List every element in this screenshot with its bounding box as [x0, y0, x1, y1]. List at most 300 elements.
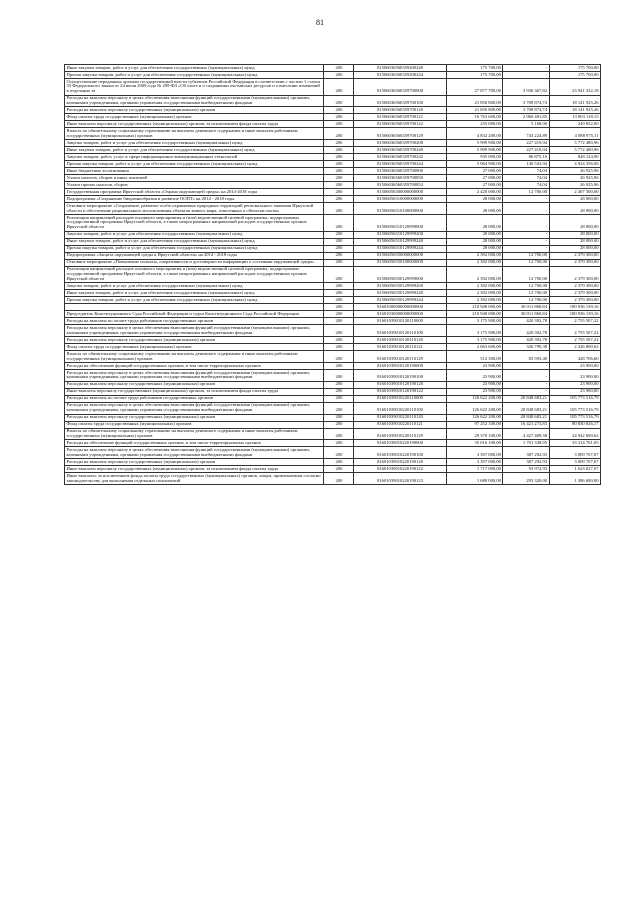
row-name-cell: Иные выплаты, за исключением фонда оплаты труда государственных (муниципальных) органов, лицам, привлекаемым согласно законодательству для выполнения отдельных полномочий	[65, 473, 324, 485]
row-name-cell: Иные закупки товаров, работ и услуг для обеспечения государственных (муниципальных) нужд	[65, 147, 324, 154]
row-executed-amount-cell: -	[503, 362, 549, 369]
table-row	[65, 428, 601, 440]
row-classification-code-cell: 81506036560359700100	[354, 95, 446, 107]
row-code-cell: 200	[324, 362, 354, 369]
row-code-cell: 200	[324, 466, 354, 473]
row-approved-amount-cell: 2 392 000,00	[446, 266, 503, 283]
row-unexecuted-amount-cell: 848 124,90	[549, 154, 600, 161]
row-unexecuted-amount-cell: 3 009 707,07	[549, 447, 600, 459]
row-executed-amount-cell: 12 700,00	[503, 290, 549, 297]
row-name-cell: Реализация направлений расходов основного мероприятия и (или) ведомственной целевой программы, подпрограммы государственной программы Иркутской области, а также непрограммных направлений расходов государственных органов Иркутской области	[65, 266, 324, 283]
row-unexecuted-amount-cell: 28 000,00	[549, 238, 600, 245]
row-approved-amount-cell: 35 016 100,00	[446, 440, 503, 447]
table-row	[65, 154, 601, 161]
row-executed-amount-cell: -	[503, 72, 549, 79]
row-code-cell: 200	[324, 72, 354, 79]
row-code-cell: 200	[324, 79, 354, 96]
row-executed-amount-cell: 74,04	[503, 182, 549, 189]
row-executed-amount-cell: 420 392,78	[503, 325, 549, 337]
row-code-cell: 200	[324, 369, 354, 381]
row-classification-code-cell: 81506056510129999200	[354, 231, 446, 238]
row-name-cell: Иные бюджетные ассигнования	[65, 168, 324, 175]
table-row	[65, 72, 601, 79]
row-unexecuted-amount-cell: 428 706,60	[549, 351, 600, 363]
row-classification-code-cell: 81601030000000000000	[354, 311, 446, 318]
row-approved-amount-cell: 5 999 900,00	[446, 140, 503, 147]
row-classification-code-cell: 81506056550000000000	[354, 252, 446, 259]
row-approved-amount-cell: 1 717 000,00	[446, 466, 503, 473]
row-name-cell: Расходы на выплаты персоналу в целях обеспечения выполнения функций государственными (муниципальными) органами, казенными учреждениями, органами управления государственными внебюджетными фондами	[65, 95, 324, 107]
row-unexecuted-amount-cell: 26 925,96	[549, 175, 600, 182]
row-code-cell: 200	[324, 168, 354, 175]
row-approved-amount-cell: 3 175 900,00	[446, 325, 503, 337]
row-name-cell: Расходы на выплаты персоналу в целях обеспечения выполнения функций государственными (муниципальными) органами, казенными учреждениями, органами управления государственными внебюджетными фондами	[65, 369, 324, 381]
table-row	[65, 362, 601, 369]
row-executed-amount-cell: 227 419,04	[503, 140, 549, 147]
row-name-cell: Расходы на выплаты персоналу в целях обеспечения выполнения функций государственными (муниципальными) органами, казенными учреждениями, органами управления государственными внебюджетными фондами	[65, 402, 324, 414]
table-row	[65, 259, 601, 266]
row-code-cell: 200	[324, 121, 354, 128]
table-row	[65, 175, 601, 182]
row-unexecuted-amount-cell: 105 773 516,79	[549, 395, 600, 402]
row-unexecuted-amount-cell: 2 755 507,22	[549, 337, 600, 344]
row-approved-amount-cell: 3 397 000,00	[446, 459, 503, 466]
row-approved-amount-cell: 2 392 000,00	[446, 252, 503, 259]
table-row	[65, 147, 601, 154]
row-classification-code-cell: 81601039010220190123	[354, 473, 446, 485]
row-name-cell: Закупка товаров, работ и услуг для обеспечения государственных (муниципальных) нужд	[65, 283, 324, 290]
table-row	[65, 128, 601, 140]
row-classification-code-cell: 81601000000000000000	[354, 304, 446, 311]
table-row	[65, 140, 601, 147]
row-unexecuted-amount-cell: 13 803 118,15	[549, 114, 600, 121]
row-unexecuted-amount-cell: 2 379 300,00	[549, 259, 600, 266]
row-code-cell: 200	[324, 304, 354, 311]
row-unexecuted-amount-cell: 80 830 826,17	[549, 421, 600, 428]
row-classification-code-cell: 81601039010120190122	[354, 388, 446, 395]
row-approved-amount-cell: 27 000,00	[446, 175, 503, 182]
row-unexecuted-amount-cell: 28 000,00	[549, 215, 600, 232]
row-name-cell: Расходы на выплаты персоналу в целях обеспечения выполнения функций государственными (муниципальными) органами, казенными учреждениями, органами управления государственными внебюджетными фондами	[65, 447, 324, 459]
table-row	[65, 107, 601, 114]
row-name-cell: Расходы на обеспечение функций государственных органов, в том числе территориальных органов	[65, 440, 324, 447]
table-row	[65, 318, 601, 325]
row-unexecuted-amount-cell: 175 700,00	[549, 72, 600, 79]
row-approved-amount-cell: 935 000,00	[446, 154, 503, 161]
row-unexecuted-amount-cell: 2 755 507,22	[549, 318, 600, 325]
row-classification-code-cell: 81506036560359700000	[354, 79, 446, 96]
row-classification-code-cell: 81506036560359700200	[354, 140, 446, 147]
row-classification-code-cell: 81506036560359700850	[354, 175, 446, 182]
row-approved-amount-cell: 97 252 100,00	[446, 421, 503, 428]
row-executed-amount-cell: 12 700,00	[503, 283, 549, 290]
row-name-cell: Государственная программа Иркутской области «Охрана окружающей среды» на 2014-2018 годы	[65, 189, 324, 196]
table-row	[65, 369, 601, 381]
row-classification-code-cell: 81601039010120190120	[354, 381, 446, 388]
row-name-cell: Расходы на выплаты персоналу государственных (муниципальных) органов	[65, 414, 324, 421]
row-code-cell: 200	[324, 147, 354, 154]
table-row	[65, 351, 601, 363]
row-classification-code-cell: 81601039010120190000	[354, 362, 446, 369]
row-name-cell: Расходы на выплаты персоналу государственных (муниципальных) органов	[65, 337, 324, 344]
table-row	[65, 79, 601, 96]
row-classification-code-cell: 81506036560359700240	[354, 147, 446, 154]
row-executed-amount-cell: -	[503, 381, 549, 388]
row-executed-amount-cell: 4 427 409,38	[503, 428, 549, 440]
row-unexecuted-amount-cell: 5 772 480,96	[549, 140, 600, 147]
row-code-cell: 200	[324, 459, 354, 466]
row-approved-amount-cell: 5 999 900,00	[446, 147, 503, 154]
row-code-cell: 200	[324, 114, 354, 121]
row-executed-amount-cell: 12 700,00	[503, 266, 549, 283]
row-code-cell: 200	[324, 128, 354, 140]
row-name-cell: Расходы на обеспечение функций государственных органов, в том числе территориальных органов	[65, 362, 324, 369]
row-unexecuted-amount-cell: 23 900,00	[549, 388, 600, 395]
row-classification-code-cell: 81601039010220190122	[354, 466, 446, 473]
table-row	[65, 182, 601, 189]
row-name-cell: Взносы по обязательному социальному страхованию на выплаты денежного содержания и иные выплаты работникам государственных (муниципальных) органов	[65, 128, 324, 140]
row-executed-amount-cell: 420 392,78	[503, 337, 549, 344]
row-approved-amount-cell: 28 000,00	[446, 215, 503, 232]
row-classification-code-cell: 81506036560359700121	[354, 114, 446, 121]
row-unexecuted-amount-cell: 33 314 761,05	[549, 440, 600, 447]
row-executed-amount-cell: 140 543,94	[503, 161, 549, 168]
row-unexecuted-amount-cell: 2 379 300,00	[549, 252, 600, 259]
row-executed-amount-cell: -	[503, 238, 549, 245]
table-row	[65, 304, 601, 311]
row-executed-amount-cell: 227 419,04	[503, 147, 549, 154]
row-executed-amount-cell: 30 011 860,84	[503, 311, 549, 318]
row-code-cell: 200	[324, 318, 354, 325]
table-row	[65, 161, 601, 168]
row-unexecuted-amount-cell: 18 141 925,26	[549, 95, 600, 107]
row-unexecuted-amount-cell: 28 000,00	[549, 203, 600, 215]
table-row	[65, 395, 601, 402]
row-code-cell: 200	[324, 414, 354, 421]
page-number: 81	[316, 18, 324, 27]
table-row	[65, 381, 601, 388]
row-approved-amount-cell: 126 622 200,00	[446, 414, 503, 421]
table-row	[65, 114, 601, 121]
row-name-cell: Основное мероприятие «Повышение полноты, оперативности и достоверности информации о состоянии окружающей среды»	[65, 259, 324, 266]
row-unexecuted-amount-cell: 28 000,00	[549, 196, 600, 203]
table-row	[65, 196, 601, 203]
row-code-cell: 200	[324, 238, 354, 245]
row-unexecuted-amount-cell: 28 000,00	[549, 245, 600, 252]
row-approved-amount-cell: 2 392 000,00	[446, 297, 503, 304]
row-approved-amount-cell: 175 700,00	[446, 72, 503, 79]
row-approved-amount-cell: 126 622 200,00	[446, 395, 503, 402]
row-approved-amount-cell: 28 000,00	[446, 196, 503, 203]
row-executed-amount-cell: 3 708 874,74	[503, 107, 549, 114]
row-name-cell: Прочая закупка товаров, работ и услуг для обеспечения государственных (муниципальных) нужд	[65, 72, 324, 79]
row-unexecuted-amount-cell: 23 941 332,18	[549, 79, 600, 96]
row-code-cell: 200	[324, 428, 354, 440]
row-approved-amount-cell: 28 000,00	[446, 203, 503, 215]
row-approved-amount-cell: 4 832 200,00	[446, 128, 503, 140]
table-row	[65, 290, 601, 297]
table-row	[65, 65, 601, 72]
row-executed-amount-cell: 74,04	[503, 168, 549, 175]
row-classification-code-cell: 81506056550129999240	[354, 290, 446, 297]
row-executed-amount-cell: 5 168,00	[503, 121, 549, 128]
row-classification-code-cell: 81506036560359700242	[354, 154, 446, 161]
row-code-cell: 200	[324, 325, 354, 337]
row-unexecuted-amount-cell: 1 386 680,00	[549, 473, 600, 485]
row-classification-code-cell: 81601039010220110129	[354, 428, 446, 440]
row-executed-amount-cell: 83 593,40	[503, 351, 549, 363]
row-unexecuted-amount-cell: 180 936 139,16	[549, 304, 600, 311]
row-code-cell: 200	[324, 473, 354, 485]
table-row	[65, 447, 601, 459]
table-row	[65, 414, 601, 421]
row-executed-amount-cell: 12 700,00	[503, 252, 549, 259]
row-name-cell: Прочая закупка товаров, работ и услуг для обеспечения государственных (муниципальных) нужд	[65, 245, 324, 252]
row-code-cell: 200	[324, 381, 354, 388]
row-name-cell: Расходы на выплаты по оплате труда работников государственных органов	[65, 395, 324, 402]
row-classification-code-cell: 81601039010220110120	[354, 414, 446, 421]
row-classification-code-cell: 81506036560359200244	[354, 72, 446, 79]
row-approved-amount-cell: 2 663 600,00	[446, 344, 503, 351]
table-row	[65, 95, 601, 107]
row-code-cell: 200	[324, 421, 354, 428]
row-name-cell: Закупка товаров, работ, услуг в сфере информационно-коммуникационных технологий	[65, 154, 324, 161]
row-name-cell: Расходы на выплаты персоналу государственных (муниципальных) органов	[65, 381, 324, 388]
row-classification-code-cell: 81601039010120190100	[354, 369, 446, 381]
table-row	[65, 459, 601, 466]
table-row	[65, 245, 601, 252]
row-code-cell: 200	[324, 290, 354, 297]
table-row	[65, 203, 601, 215]
row-executed-amount-cell: 336 799,38	[503, 344, 549, 351]
row-classification-code-cell: 81601039010220190120	[354, 459, 446, 466]
row-classification-code-cell: 81506036560359700800	[354, 168, 446, 175]
row-executed-amount-cell: 420 392,78	[503, 318, 549, 325]
row-code-cell: 200	[324, 297, 354, 304]
row-approved-amount-cell: 28 000,00	[446, 231, 503, 238]
row-executed-amount-cell: 86 875,10	[503, 154, 549, 161]
row-classification-code-cell: 81601039010120110121	[354, 344, 446, 351]
row-approved-amount-cell: 2 392 000,00	[446, 259, 503, 266]
row-executed-amount-cell: -	[503, 65, 549, 72]
row-approved-amount-cell: 3 397 000,00	[446, 447, 503, 459]
row-executed-amount-cell: 30 011 860,84	[503, 304, 549, 311]
row-name-cell: Иные выплаты персоналу государственных (муниципальных) органов, за исключением фонда оплаты труда	[65, 121, 324, 128]
row-executed-amount-cell: -	[503, 388, 549, 395]
row-unexecuted-amount-cell: 249 832,00	[549, 121, 600, 128]
row-name-cell	[65, 304, 324, 311]
row-classification-code-cell: 81506056510129999240	[354, 238, 446, 245]
row-code-cell: 200	[324, 95, 354, 107]
row-executed-amount-cell: -	[503, 369, 549, 381]
row-code-cell: 200	[324, 337, 354, 344]
row-name-cell: Фонд оплаты труда государственных (муниципальных) органов	[65, 421, 324, 428]
table-row	[65, 189, 601, 196]
row-name-cell: Взносы по обязательному социальному страхованию на выплаты денежного содержания и иные выплаты работникам государственных (муниципальных) органов	[65, 351, 324, 363]
row-executed-amount-cell: 3 936 367,82	[503, 79, 549, 96]
row-unexecuted-amount-cell: 1 623 027,07	[549, 466, 600, 473]
row-code-cell: 200	[324, 259, 354, 266]
row-approved-amount-cell: 27 000,00	[446, 168, 503, 175]
row-executed-amount-cell: 12 700,00	[503, 259, 549, 266]
row-approved-amount-cell: 28 000,00	[446, 245, 503, 252]
row-name-cell: Осуществление переданных органам государственной власти субъектов Российской Федерации в соответствии с частью 1 статьи 33 Федерального закона от 24 июля 2009 года № 209-ФЗ «Об охоте и о сохранении охотничьих ресурсов и о внесении изменений в отдельные за	[65, 79, 324, 96]
row-classification-code-cell: 81601039010120110000	[354, 318, 446, 325]
row-classification-code-cell: 81601039010220110100	[354, 402, 446, 414]
row-classification-code-cell: 81506056510100000000	[354, 203, 446, 215]
row-code-cell: 200	[324, 283, 354, 290]
row-name-cell: Иные выплаты персоналу государственных (муниципальных) органов, за исключением фонда оплаты труда	[65, 466, 324, 473]
row-code-cell: 200	[324, 203, 354, 215]
row-approved-amount-cell: 126 622 200,00	[446, 402, 503, 414]
row-name-cell: Иные закупки товаров, работ и услуг для обеспечения государственных (муниципальных) нужд	[65, 238, 324, 245]
row-code-cell: 200	[324, 161, 354, 168]
row-name-cell: Расходы на выплаты персоналу государственных (муниципальных) органов	[65, 107, 324, 114]
row-approved-amount-cell: 27 000,00	[446, 182, 503, 189]
row-approved-amount-cell: 21 850 800,00	[446, 95, 503, 107]
row-unexecuted-amount-cell: 2 379 300,00	[549, 283, 600, 290]
row-approved-amount-cell: 3 175 900,00	[446, 337, 503, 344]
row-code-cell: 200	[324, 351, 354, 363]
row-classification-code-cell: 81601039010220190100	[354, 447, 446, 459]
row-code-cell: 200	[324, 266, 354, 283]
row-name-cell: Подпрограмма «Защита окружающей среды в Иркутской области» на 2014 - 2018 годы	[65, 252, 324, 259]
table-row	[65, 231, 601, 238]
row-unexecuted-amount-cell: 23 900,00	[549, 362, 600, 369]
row-name-cell: Иные закупки товаров, работ и услуг для обеспечения государственных (муниципальных) нужд	[65, 290, 324, 297]
table-row	[65, 283, 601, 290]
row-name-cell: Основное мероприятие «Сохранение, развитие особо охраняемых природных территорий регионального значения Иркутской области и обеспечение рационального использования объектов живого мира, отнесенных к объектам охоты»	[65, 203, 324, 215]
row-classification-code-cell: 81601039010220190000	[354, 440, 446, 447]
table-row	[65, 252, 601, 259]
row-name-cell: Председатель Конституционного Суда Российской Федерации и судьи Конституционного Суда Российской Федерации	[65, 311, 324, 318]
row-executed-amount-cell: 20 848 683,21	[503, 402, 549, 414]
row-name-cell: Расходы на выплаты персоналу в целях обеспечения выполнения функций государственными (муниципальными) органами, казенными учреждениями, органами управления государственными внебюджетными фондами	[65, 325, 324, 337]
row-classification-code-cell: 81506056550129999244	[354, 297, 446, 304]
row-classification-code-cell: 81601039010120110100	[354, 325, 446, 337]
row-executed-amount-cell: -	[503, 245, 549, 252]
row-classification-code-cell: 81506056550100000000	[354, 259, 446, 266]
row-classification-code-cell: 81506056510129999244	[354, 245, 446, 252]
row-approved-amount-cell: 23 900,00	[446, 369, 503, 381]
row-code-cell: 200	[324, 440, 354, 447]
row-unexecuted-amount-cell: 105 773 516,79	[549, 402, 600, 414]
row-unexecuted-amount-cell: 28 000,00	[549, 231, 600, 238]
row-approved-amount-cell: 23 900,00	[446, 388, 503, 395]
row-unexecuted-amount-cell: 180 936 139,16	[549, 311, 600, 318]
row-name-cell: Закупка товаров, работ и услуг для обеспечения государственных (муниципальных) нужд	[65, 231, 324, 238]
row-executed-amount-cell: -	[503, 231, 549, 238]
row-approved-amount-cell: 28 000,00	[446, 238, 503, 245]
row-unexecuted-amount-cell: 2 379 300,00	[549, 266, 600, 283]
row-code-cell: 200	[324, 311, 354, 318]
row-name-cell: Уплата прочих налогов, сборов	[65, 182, 324, 189]
row-approved-amount-cell: 29 370 100,00	[446, 428, 503, 440]
row-approved-amount-cell: 2 392 000,00	[446, 290, 503, 297]
row-classification-code-cell: 81506056500000000000	[354, 189, 446, 196]
row-executed-amount-cell: 293 320,00	[503, 473, 549, 485]
row-unexecuted-amount-cell: 105 773 516,79	[549, 414, 600, 421]
row-unexecuted-amount-cell: 18 141 925,26	[549, 107, 600, 114]
row-executed-amount-cell: -	[503, 203, 549, 215]
row-unexecuted-amount-cell: 26 925,96	[549, 168, 600, 175]
row-name-cell: Прочая закупка товаров, работ и услуг для обеспечения государственных (муниципальных) нужд	[65, 161, 324, 168]
row-approved-amount-cell: 512 300,00	[446, 351, 503, 363]
budget-execution-table	[64, 64, 601, 485]
row-classification-code-cell: 81506056550129999200	[354, 283, 446, 290]
row-classification-code-cell: 81506036560359200240	[354, 65, 446, 72]
row-classification-code-cell: 81601039010220110121	[354, 421, 446, 428]
row-code-cell: 200	[324, 388, 354, 395]
row-executed-amount-cell: -	[503, 196, 549, 203]
row-name-cell: Фонд оплаты труда государственных (муниципальных) органов	[65, 344, 324, 351]
table-row	[65, 325, 601, 337]
row-classification-code-cell: 81506056510000000000	[354, 196, 446, 203]
row-unexecuted-amount-cell: 24 942 690,62	[549, 428, 600, 440]
row-code-cell: 200	[324, 65, 354, 72]
row-name-cell: Закупка товаров, работ и услуг для обеспечения государственных (муниципальных) нужд	[65, 140, 324, 147]
row-classification-code-cell: 81601039010120110120	[354, 337, 446, 344]
row-name-cell: Уплата налогов, сборов и иных платежей	[65, 175, 324, 182]
row-name-cell: Иные закупки товаров, работ и услуг для обеспечения государственных (муниципальных) нужд	[65, 65, 324, 72]
table-row	[65, 440, 601, 447]
table-row	[65, 388, 601, 395]
row-approved-amount-cell: 27 877 700,00	[446, 79, 503, 96]
row-unexecuted-amount-cell: 2 407 300,00	[549, 189, 600, 196]
row-approved-amount-cell: 210 948 000,00	[446, 304, 503, 311]
row-code-cell: 200	[324, 140, 354, 147]
row-executed-amount-cell: 743 224,89	[503, 128, 549, 140]
row-unexecuted-amount-cell: 4 088 975,11	[549, 128, 600, 140]
row-approved-amount-cell: 175 700,00	[446, 65, 503, 72]
table-row	[65, 402, 601, 414]
table-row	[65, 337, 601, 344]
row-approved-amount-cell: 23 900,00	[446, 362, 503, 369]
row-unexecuted-amount-cell: 2 379 300,00	[549, 290, 600, 297]
table-row	[65, 421, 601, 428]
row-approved-amount-cell: 5 064 900,00	[446, 161, 503, 168]
row-classification-code-cell: 81506036560359700244	[354, 161, 446, 168]
row-name-cell: Взносы по обязательному социальному страхованию на выплаты денежного содержания и иные выплаты работникам государственных (муниципальных) органов	[65, 428, 324, 440]
row-approved-amount-cell: 2 420 000,00	[446, 189, 503, 196]
row-unexecuted-amount-cell: 23 900,00	[549, 381, 600, 388]
row-executed-amount-cell: 12 700,00	[503, 189, 549, 196]
table-row	[65, 215, 601, 232]
row-code-cell: 200	[324, 182, 354, 189]
row-executed-amount-cell: 387 292,93	[503, 459, 549, 466]
row-approved-amount-cell: 21 850 800,00	[446, 107, 503, 114]
row-approved-amount-cell: 1 680 000,00	[446, 473, 503, 485]
row-executed-amount-cell: 1 701 338,95	[503, 440, 549, 447]
row-code-cell: 200	[324, 447, 354, 459]
table-row	[65, 168, 601, 175]
row-executed-amount-cell: 3 708 874,74	[503, 95, 549, 107]
row-classification-code-cell: 81601039010220110000	[354, 395, 446, 402]
row-code-cell: 200	[324, 245, 354, 252]
row-classification-code-cell: 81506036560359700129	[354, 128, 446, 140]
row-classification-code-cell: 81506036560359700122	[354, 121, 446, 128]
row-code-cell: 200	[324, 402, 354, 414]
row-name-cell: Подпрограмма «Сохранение биоразнообразия и развитие ООПТ» на 2014 - 2018 годы	[65, 196, 324, 203]
row-code-cell: 200	[324, 107, 354, 114]
row-unexecuted-amount-cell: 4 924 356,06	[549, 161, 600, 168]
row-executed-amount-cell: 93 972,93	[503, 466, 549, 473]
row-approved-amount-cell: 3 175 900,00	[446, 318, 503, 325]
row-executed-amount-cell: 74,04	[503, 175, 549, 182]
row-executed-amount-cell: -	[503, 215, 549, 232]
table-body	[65, 65, 601, 485]
row-name-cell: Расходы на выплаты по оплате труда работников государственных органов	[65, 318, 324, 325]
